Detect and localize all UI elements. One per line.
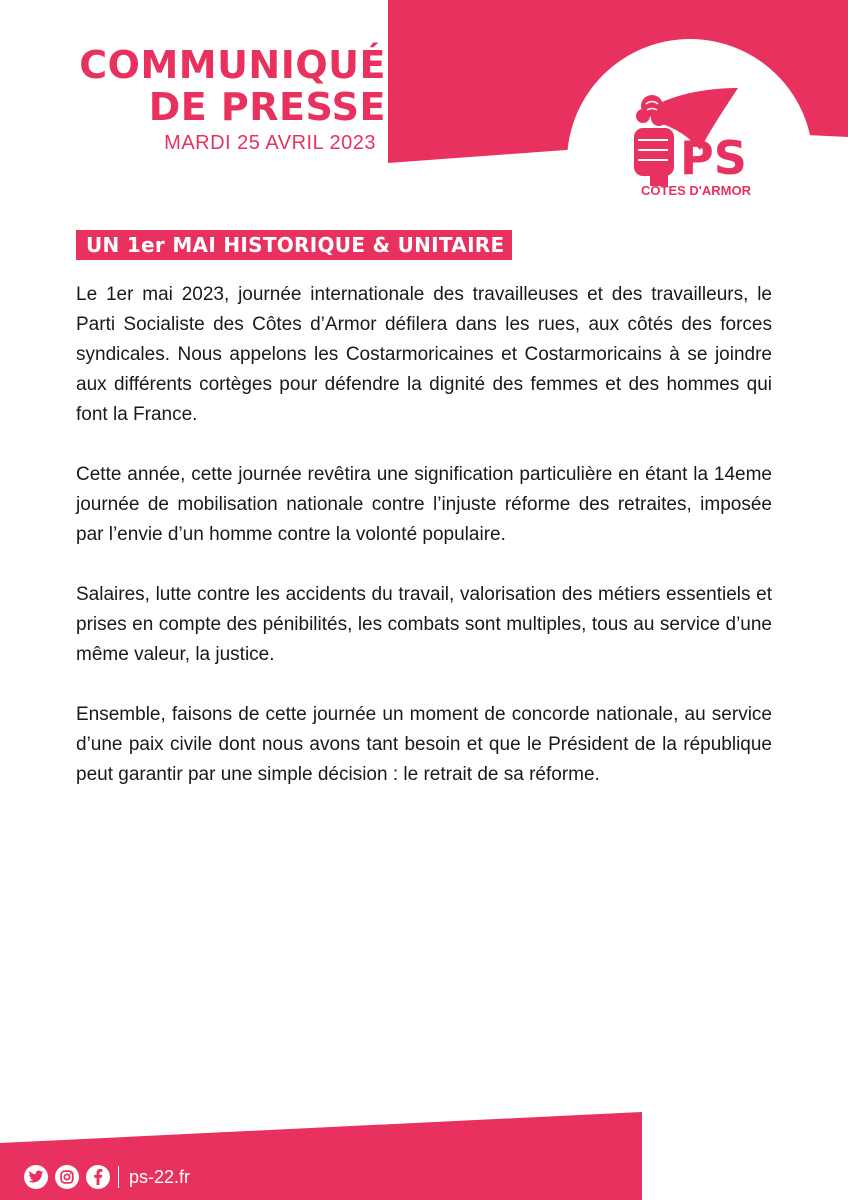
instagram-icon[interactable]	[55, 1165, 79, 1189]
title-line-1: COMMUNIQUÉ	[79, 43, 386, 87]
twitter-icon[interactable]	[24, 1165, 48, 1189]
paragraph-3: Salaires, lutte contre les accidents du travail, valorisation des métiers essentiels et prises en compte des pénibilités, les combats sont multiples, tous au service d’une même valeur, la justice.	[76, 584, 772, 665]
website-link[interactable]: ps-22.fr	[129, 1167, 191, 1187]
headline-banner: UN 1er MAI HISTORIQUE & UNITAIRE	[76, 230, 512, 260]
paragraph-1: Le 1er mai 2023, journée internationale des travailleuses et des travailleurs, le Parti Socialiste des Côtes d’Armor défilera dans les rues, aux côtés des forces syndicales. Nous appelons les Costarmoricaines et Costarmoricains à se joindre aux différents cortèges pour défendre la dignité des femmes et des hommes qui font la France.	[76, 284, 772, 425]
social-links	[24, 1165, 110, 1189]
footer-divider	[118, 1166, 119, 1188]
logo-letters: PS	[680, 131, 747, 185]
title-line-2: DE PRESSE	[148, 85, 386, 129]
press-release-body	[76, 280, 772, 820]
page-title	[46, 44, 386, 128]
paragraph-2: Cette année, cette journée revêtira une signification particulière en étant la 14eme journée de mobilisation nationale contre l’injuste réforme des retraites, imposée par l’envie d’un homme contre la volonté populaire.	[76, 464, 772, 545]
logo-subtitle: CÔTES D'ARMOR	[641, 183, 751, 198]
facebook-icon[interactable]	[86, 1165, 110, 1189]
paragraph-4: Ensemble, faisons de cette journée un moment de concorde nationale, au service d’une paix civile dont nous avons tant besoin et que le Président de la république peut garantir par une simple décision : le retrait de sa réforme.	[76, 704, 772, 785]
publication-date: MARDI 25 AVRIL 2023	[164, 132, 376, 154]
